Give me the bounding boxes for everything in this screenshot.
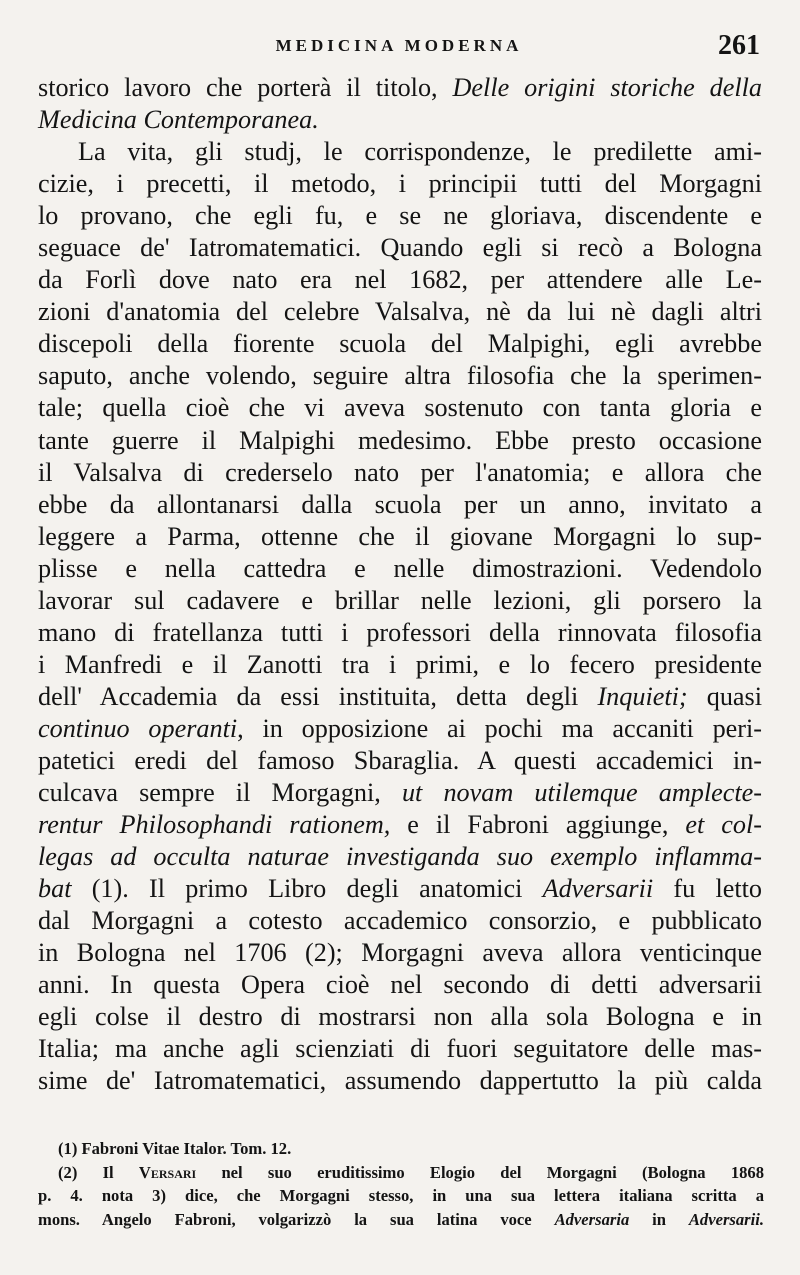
text-line xyxy=(38,713,762,745)
italic-run: continuo operanti xyxy=(38,713,238,743)
italic-run: Adversarii. xyxy=(688,1209,764,1229)
text-run: p. 4. nota 3) dice, che Morgagni stesso, in una sua lettera italiana scritta a xyxy=(38,1186,764,1206)
footnote-line xyxy=(58,1137,764,1161)
text-run: La vita, gli studj, le corrispondenze, le predilette ami- xyxy=(78,137,762,167)
text-run: zioni d'anatomia del celebre Valsalva, nè da lui nè dagli altri xyxy=(38,297,762,327)
text-line xyxy=(38,232,762,264)
text-line xyxy=(38,1065,762,1097)
text-line xyxy=(38,873,762,905)
text-run: dal Morgagni a cotesto accademico consorzio, e pubblicato xyxy=(38,906,762,936)
text-run: (2) Il xyxy=(58,1162,139,1182)
text-run: tale; quella cioè che vi aveva sostenuto con tanta gloria e xyxy=(38,393,762,423)
text-run: sime de' Iatromatematici, assumendo dappertutto la più calda xyxy=(38,1066,762,1096)
text-line xyxy=(38,617,762,649)
text-run: da Forlì dove nato era nel 1682, per attendere alle Le- xyxy=(38,265,762,295)
text-run: , in opposizione ai pochi ma accaniti peri- xyxy=(237,713,763,743)
text-line xyxy=(38,553,762,585)
text-line xyxy=(38,745,762,777)
footnotes xyxy=(38,1137,765,1231)
text-run: quasi xyxy=(687,681,762,711)
text-run: e il Fabroni aggiunge, xyxy=(390,810,686,840)
text-run: ebbe da allontanarsi dalla scuola per un anno, invitato a xyxy=(38,489,762,519)
text-line xyxy=(38,360,762,392)
text-run: in Bologna nel 1706 (2); Morgagni aveva allora venticinque xyxy=(38,938,762,968)
italic-run: Medicina Contemporanea. xyxy=(38,105,319,135)
text-run: nel suo eruditissimo Elogio del Morgagni (Bologna 1868 xyxy=(196,1162,765,1182)
text-line xyxy=(38,649,762,681)
footnote-line xyxy=(58,1161,764,1185)
text-run: (1). Il primo Libro degli anatomici xyxy=(71,874,543,904)
text-line xyxy=(38,457,762,489)
text-run: culcava sempre il Morgagni, xyxy=(38,778,402,808)
italic-run: et col- xyxy=(685,810,762,840)
italic-run: Adversaria xyxy=(554,1209,630,1229)
text-line xyxy=(38,809,762,841)
text-run: (1) Fabroni Vitae Italor. Tom. 12. xyxy=(58,1139,292,1158)
text-line xyxy=(38,200,762,232)
text-run: il Valsalva di crederselo nato per l'anatomia; e allora che xyxy=(38,457,762,487)
text-run: saputo, anche volendo, seguire altra filosofia che la sperimen- xyxy=(38,361,762,391)
text-run: fu letto xyxy=(653,874,762,904)
text-line xyxy=(38,905,762,937)
text-line xyxy=(38,296,762,328)
text-run: Italia; ma anche agli scienziati di fuori seguitatore delle mas- xyxy=(38,1034,762,1064)
text-run: i Manfredi e il Zanotti tra i primi, e lo fecero presidente xyxy=(38,649,762,679)
text-run: lavorar sul cadavere e brillar nelle lezioni, gli porsero la xyxy=(38,585,762,615)
text-line xyxy=(38,72,762,104)
italic-run: Delle origini storiche della xyxy=(452,73,762,102)
text-run: patetici eredi del famoso Sbaraglia. A questi accademici in- xyxy=(38,745,762,775)
smallcaps-run: Versari xyxy=(138,1162,197,1182)
italic-run: bat xyxy=(38,874,72,904)
page-number: 261 xyxy=(718,30,760,61)
text-line xyxy=(38,1033,762,1065)
text-run: tante guerre il Malpighi medesimo. Ebbe presto occasione xyxy=(38,425,762,455)
italic-run: ut novam utilemque amplecte- xyxy=(401,778,762,808)
text-line xyxy=(38,1001,762,1033)
text-line xyxy=(38,841,762,873)
text-line xyxy=(38,425,762,457)
footnote-line xyxy=(38,1184,764,1208)
text-run: lo provano, che egli fu, e se ne gloriava, discendente e xyxy=(38,201,762,231)
text-run: egli colse il destro di mostrarsi non alla sola Bologna e in xyxy=(38,1002,762,1032)
footnote-line xyxy=(38,1208,764,1232)
text-line xyxy=(38,937,762,969)
text-line xyxy=(38,969,762,1001)
text-line xyxy=(38,777,762,809)
text-run: mons. Angelo Fabroni, volgarizzò la sua latina voce xyxy=(38,1209,555,1229)
text-line xyxy=(38,328,762,360)
text-line xyxy=(38,585,762,617)
text-line xyxy=(38,489,762,521)
page-header xyxy=(38,32,760,66)
text-line xyxy=(38,392,762,424)
italic-run: Adversarii xyxy=(542,874,654,904)
text-line xyxy=(38,264,762,296)
text-run: dell' Accademia da essi instituita, detta degli xyxy=(38,681,598,711)
text-line xyxy=(38,521,762,553)
text-line xyxy=(38,104,762,136)
body-text xyxy=(38,72,762,1098)
text-line xyxy=(38,168,762,200)
italic-run: legas ad occulta naturae investiganda suo exemplo inflamma- xyxy=(38,842,762,872)
text-run: leggere a Parma, ottenne che il giovane Morgagni lo sup- xyxy=(38,521,762,551)
text-run: mano di fratellanza tutti i professori della rinnovata filosofia xyxy=(38,617,762,647)
text-run: plisse e nella cattedra e nelle dimostrazioni. Vedendolo xyxy=(38,553,762,583)
text-run: storico lavoro che porterà il titolo, xyxy=(38,73,453,102)
italic-run: Inquieti; xyxy=(597,681,688,711)
text-run: seguace de' Iatromatematici. Quando egli si recò a Bologna xyxy=(38,233,762,263)
text-line xyxy=(38,136,762,168)
text-run: cizie, i precetti, il metodo, i principii tutti del Morgagni xyxy=(38,169,762,199)
text-run: anni. In questa Opera cioè nel secondo di detti adversarii xyxy=(38,970,762,1000)
text-run: discepoli della fiorente scuola del Malpighi, egli avrebbe xyxy=(38,329,762,359)
text-line xyxy=(38,681,762,713)
running-title: MEDICINA MODERNA xyxy=(275,36,523,55)
italic-run: rentur Philosophandi rationem, xyxy=(38,810,391,840)
text-run: in xyxy=(629,1209,689,1229)
